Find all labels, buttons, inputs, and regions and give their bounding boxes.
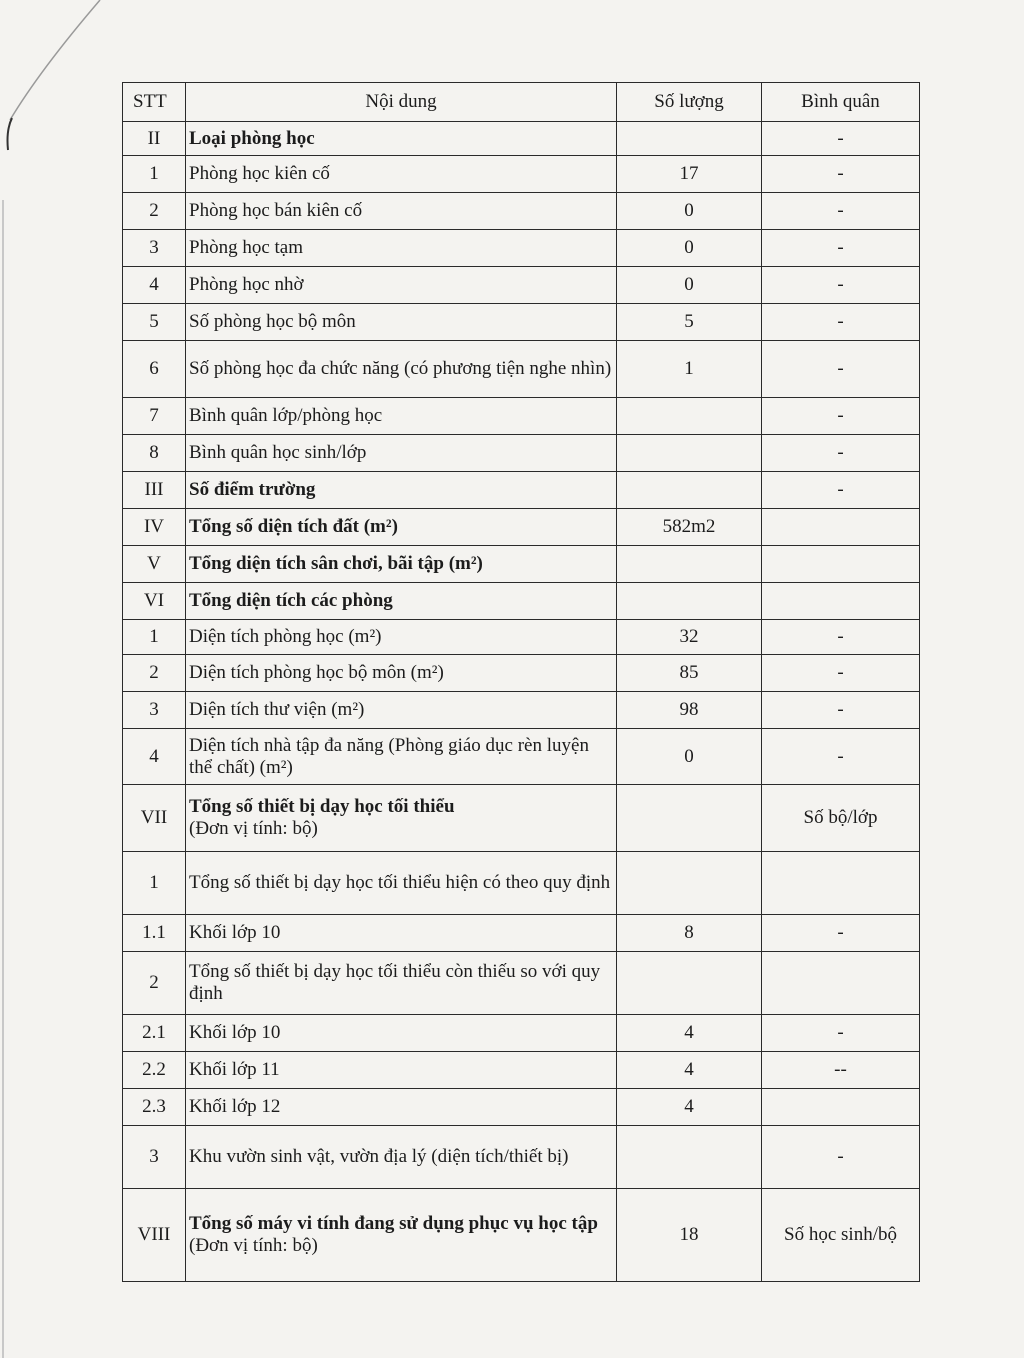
row-quantity: 8 xyxy=(617,915,762,952)
row-average: - xyxy=(762,1126,920,1189)
row-quantity: 0 xyxy=(617,267,762,304)
row-content-subtext: (Đơn vị tính: bộ) xyxy=(189,1235,318,1256)
row-content-text: Khối lớp 10 xyxy=(189,922,281,943)
header-quantity: Số lượng xyxy=(617,83,762,122)
row-content-text: Số phòng học đa chức năng (có phương tiện nghe nhìn) xyxy=(189,358,612,379)
table-row xyxy=(123,852,920,915)
table-row xyxy=(123,472,920,509)
row-quantity: 32 xyxy=(617,620,762,655)
row-average xyxy=(762,583,920,620)
table-row xyxy=(123,546,920,583)
row-content-text: Diện tích phòng học (m²) xyxy=(189,626,382,647)
row-content-text: Phòng học nhờ xyxy=(189,274,304,295)
row-stt: 1 xyxy=(123,852,186,915)
row-average: - xyxy=(762,915,920,952)
row-content xyxy=(186,1089,617,1126)
row-content xyxy=(186,156,617,193)
row-average: Số bộ/lớp xyxy=(762,785,920,852)
row-quantity: 0 xyxy=(617,193,762,230)
row-stt: 1 xyxy=(123,156,186,193)
row-average: - xyxy=(762,304,920,341)
row-quantity xyxy=(617,852,762,915)
table-row xyxy=(123,915,920,952)
row-quantity xyxy=(617,122,762,156)
row-stt: 1 xyxy=(123,620,186,655)
row-content-text: Bình quân học sinh/lớp xyxy=(189,442,367,463)
row-content xyxy=(186,729,617,785)
row-content-subtext: (Đơn vị tính: bộ) xyxy=(189,818,318,839)
row-stt: 3 xyxy=(123,230,186,267)
row-average xyxy=(762,952,920,1015)
row-content-text: Phòng học kiên cố xyxy=(189,163,330,184)
row-content-text: Khối lớp 10 xyxy=(189,1022,281,1043)
row-average: - xyxy=(762,267,920,304)
table-row xyxy=(123,1189,920,1282)
row-quantity: 0 xyxy=(617,729,762,785)
header-stt: STT xyxy=(123,83,186,122)
row-stt: 4 xyxy=(123,729,186,785)
table-row xyxy=(123,193,920,230)
row-stt: 7 xyxy=(123,398,186,435)
row-content-text: Bình quân lớp/phòng học xyxy=(189,405,383,426)
row-content-text: Tổng số diện tích đất (m²) xyxy=(189,516,398,537)
row-quantity xyxy=(617,398,762,435)
row-quantity: 5 xyxy=(617,304,762,341)
row-content xyxy=(186,1052,617,1089)
row-content xyxy=(186,472,617,509)
row-average: - xyxy=(762,729,920,785)
row-quantity: 85 xyxy=(617,655,762,692)
row-quantity: 18 xyxy=(617,1189,762,1282)
row-content xyxy=(186,852,617,915)
row-content xyxy=(186,952,617,1015)
row-stt: VIII xyxy=(123,1189,186,1282)
row-stt: 4 xyxy=(123,267,186,304)
row-content-text: Số điểm trường xyxy=(189,479,316,500)
row-stt: III xyxy=(123,472,186,509)
row-average xyxy=(762,546,920,583)
row-stt: 5 xyxy=(123,304,186,341)
row-stt: IV xyxy=(123,509,186,546)
row-content-text: Loại phòng học xyxy=(189,127,315,149)
row-content-text: Phòng học bán kiên cố xyxy=(189,200,363,221)
table-header-row xyxy=(123,83,920,122)
table-row xyxy=(123,267,920,304)
row-content-text: Tổng số thiết bị dạy học tối thiểu hiện có theo quy định xyxy=(189,872,611,893)
row-stt: 2 xyxy=(123,193,186,230)
row-content xyxy=(186,620,617,655)
row-content-text: Diện tích nhà tập đa năng (Phòng giáo dục rèn luyện thể chất) (m²) xyxy=(189,734,589,778)
row-average: - xyxy=(762,655,920,692)
row-content-text: Tổng số máy vi tính đang sử dụng phục vụ học tập xyxy=(189,1213,598,1234)
row-stt: 2 xyxy=(123,952,186,1015)
row-content xyxy=(186,193,617,230)
table-row xyxy=(123,230,920,267)
row-content xyxy=(186,655,617,692)
row-content xyxy=(186,304,617,341)
row-stt: II xyxy=(123,122,186,156)
row-content xyxy=(186,1126,617,1189)
row-stt: V xyxy=(123,546,186,583)
table-row xyxy=(123,341,920,398)
row-quantity xyxy=(617,583,762,620)
table-row xyxy=(123,1126,920,1189)
row-content-text: Tổng diện tích sân chơi, bãi tập (m²) xyxy=(189,553,483,574)
row-stt: 2.2 xyxy=(123,1052,186,1089)
row-quantity xyxy=(617,472,762,509)
row-content xyxy=(186,1189,617,1282)
row-quantity: 98 xyxy=(617,692,762,729)
row-average: - xyxy=(762,230,920,267)
table-row xyxy=(123,729,920,785)
table-row xyxy=(123,1015,920,1052)
row-content-text: Tổng số thiết bị dạy học tối thiểu xyxy=(189,796,455,817)
table-row xyxy=(123,952,920,1015)
table-row xyxy=(123,1052,920,1089)
row-quantity: 17 xyxy=(617,156,762,193)
row-average: - xyxy=(762,398,920,435)
row-content xyxy=(186,692,617,729)
row-content-text: Tổng số thiết bị dạy học tối thiểu còn thiếu so với quy định xyxy=(189,961,601,1004)
row-stt: 3 xyxy=(123,1126,186,1189)
row-stt: 2.3 xyxy=(123,1089,186,1126)
table-row xyxy=(123,785,920,852)
table-row xyxy=(123,583,920,620)
row-quantity: 4 xyxy=(617,1052,762,1089)
table-row xyxy=(123,655,920,692)
row-average: - xyxy=(762,1015,920,1052)
row-content xyxy=(186,122,617,156)
row-quantity: 4 xyxy=(617,1015,762,1052)
row-average: - xyxy=(762,620,920,655)
row-quantity xyxy=(617,1126,762,1189)
row-quantity: 4 xyxy=(617,1089,762,1126)
row-stt: 2.1 xyxy=(123,1015,186,1052)
row-average: Số học sinh/bộ xyxy=(762,1189,920,1282)
table-row xyxy=(123,692,920,729)
row-quantity xyxy=(617,435,762,472)
row-stt: 1.1 xyxy=(123,915,186,952)
row-average: - xyxy=(762,692,920,729)
row-stt: VII xyxy=(123,785,186,852)
row-content xyxy=(186,509,617,546)
table-row xyxy=(123,122,920,156)
facility-table xyxy=(122,82,920,1282)
row-content xyxy=(186,1015,617,1052)
row-content-text: Diện tích phòng học bộ môn (m²) xyxy=(189,662,444,683)
row-content-text: Khu vườn sinh vật, vườn địa lý (diện tích/thiết bị) xyxy=(189,1146,569,1167)
table-row xyxy=(123,509,920,546)
table-row xyxy=(123,398,920,435)
table-row xyxy=(123,304,920,341)
row-average: -- xyxy=(762,1052,920,1089)
side-bleed-marks xyxy=(984,560,1024,750)
row-content-text: Khối lớp 12 xyxy=(189,1096,281,1117)
table-row xyxy=(123,620,920,655)
row-average: - xyxy=(762,122,920,156)
row-quantity xyxy=(617,546,762,583)
row-content-text: Phòng học tạm xyxy=(189,237,303,258)
row-content xyxy=(186,785,617,852)
table-row xyxy=(123,156,920,193)
table-row xyxy=(123,1089,920,1126)
row-average xyxy=(762,509,920,546)
row-average xyxy=(762,1089,920,1126)
row-average: - xyxy=(762,341,920,398)
row-stt: 3 xyxy=(123,692,186,729)
row-content xyxy=(186,915,617,952)
row-stt: 8 xyxy=(123,435,186,472)
row-quantity: 0 xyxy=(617,230,762,267)
header-content: Nội dung xyxy=(186,83,617,122)
row-content xyxy=(186,267,617,304)
row-content xyxy=(186,546,617,583)
row-average: - xyxy=(762,193,920,230)
row-content xyxy=(186,435,617,472)
row-content-text: Tổng diện tích các phòng xyxy=(189,590,393,611)
row-average xyxy=(762,852,920,915)
row-stt: 6 xyxy=(123,341,186,398)
row-content xyxy=(186,341,617,398)
row-average: - xyxy=(762,472,920,509)
row-stt: VI xyxy=(123,583,186,620)
table-row xyxy=(123,435,920,472)
row-content xyxy=(186,583,617,620)
header-average: Bình quân xyxy=(762,83,920,122)
row-quantity xyxy=(617,785,762,852)
row-quantity xyxy=(617,952,762,1015)
row-content xyxy=(186,398,617,435)
row-content-text: Diện tích thư viện (m²) xyxy=(189,699,365,720)
row-content xyxy=(186,230,617,267)
row-average: - xyxy=(762,156,920,193)
row-stt: 2 xyxy=(123,655,186,692)
row-quantity: 582m2 xyxy=(617,509,762,546)
row-content-text: Số phòng học bộ môn xyxy=(189,311,356,332)
row-content-text: Khối lớp 11 xyxy=(189,1059,280,1080)
row-quantity: 1 xyxy=(617,341,762,398)
row-average: - xyxy=(762,435,920,472)
